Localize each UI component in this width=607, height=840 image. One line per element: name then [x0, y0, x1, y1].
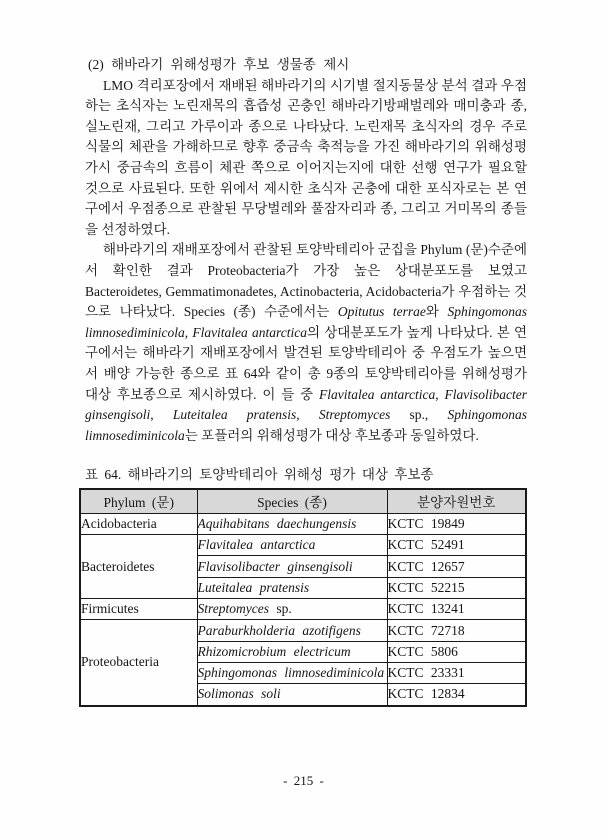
species-name-text: Flavitalea antarctica	[197, 537, 316, 553]
species-cell	[197, 684, 387, 706]
text-line	[85, 282, 527, 303]
phylum-cell: Proteobacteria	[80, 620, 197, 706]
body-text: 의 상대분포도가 높게 나타났다. 본 연	[307, 324, 527, 340]
table-row	[80, 620, 526, 641]
resource-number-cell: KCTC 52215	[387, 577, 526, 598]
body-text: 식물의 체관을 가해하므로 향후 중금속 축적능을 가진 해바라기의 위해성평	[85, 139, 527, 155]
body-text: 가시 중금속의 흐름이 체관 쪽으로 이어지는지에 대한 선행 연구가 필요할	[85, 159, 527, 175]
species-name-text: Flavisolibacter ginsengisoli	[197, 558, 353, 574]
species-name-text: Flavitalea antarctica	[318, 386, 436, 402]
col-header-species: Species (종)	[197, 489, 387, 514]
text-line	[85, 158, 527, 179]
resource-number-cell: KCTC 12657	[387, 556, 526, 577]
text-line	[85, 220, 527, 241]
species-name-text: ginsengisoli	[85, 407, 151, 423]
table-header-row	[80, 489, 526, 514]
text-line	[85, 302, 527, 323]
text-line	[85, 364, 527, 385]
candidate-species-table	[79, 488, 527, 707]
text-line	[85, 426, 527, 447]
paragraph	[85, 240, 527, 446]
body-text: 서 배양 가능한 종으로 표 64와 같이 총 9종의 토양박테리아를 위해성평가	[85, 365, 527, 381]
text-line	[85, 117, 527, 138]
body-text: 서 확인한 결과 Proteobacteria가 가장 높은 상대분포도를 보였고	[85, 262, 527, 278]
body-paragraphs	[85, 76, 527, 447]
text-line	[85, 96, 527, 117]
resource-number-cell: KCTC 52491	[387, 535, 526, 556]
species-name-text: Rhizomicrobium electricum	[197, 643, 351, 659]
species-name-text: Flavisolibacter	[444, 386, 527, 402]
page-content	[81, 55, 528, 707]
page-number: - 215 -	[283, 773, 324, 788]
resource-number-cell: KCTC 12834	[387, 684, 526, 706]
candidate-table-body	[80, 513, 526, 705]
body-text: 을 선정하였다.	[85, 221, 170, 237]
col-header-resource-number: 분양자원번호	[387, 489, 526, 514]
col-header-phylum: Phylum (문)	[80, 489, 197, 514]
species-name-text: Paraburkholderia azotifigens	[197, 622, 361, 638]
text-line	[85, 240, 527, 261]
body-text: 하는 초식자는 노린재목의 흡즙성 곤충인 해바라기방패벌레와 매미충과 종,	[85, 98, 527, 114]
body-text: ,	[150, 407, 173, 423]
species-cell	[197, 513, 387, 534]
section-heading: (2) 해바라기 위해성평가 후보 생물종 제시	[88, 57, 350, 72]
body-text: 는 포플러의 위해성평가 대상 후보종과 동일하였다.	[184, 427, 479, 443]
body-text: 실노린재, 그리고 가루이과 종으로 나타났다. 노린재목 초식자의 경우 주로	[85, 118, 527, 134]
text-line	[85, 385, 527, 406]
body-text: Bacteroidetes, Gemmatimonadetes, Actinobacteria, Acidobacteria가 우점하는 것	[85, 283, 527, 299]
species-name-text: Sphingomonas	[447, 407, 528, 423]
body-text: 해바라기의 재배포장에서 관찰된 토양박테리아 군집을 Phylum (문)수준에	[103, 242, 527, 258]
body-text: 으로 나타났다. Species (종) 수준에서는	[85, 304, 338, 320]
body-text: sp.,	[390, 407, 448, 423]
species-cell	[197, 599, 387, 620]
species-cell	[197, 662, 387, 683]
species-suffix-text: sp.	[268, 601, 292, 617]
body-text: 구에서는 해바라기 재배포장에서 발견된 토양박테리아 중 우점도가 높으면	[85, 345, 527, 361]
species-name-text: limnosediminicola, Flavitalea antarctica	[85, 324, 307, 340]
text-line	[85, 137, 527, 158]
species-name-text: Aquihabitans daechungensis	[197, 516, 357, 532]
body-text: 것으로 사료된다. 또한 위에서 제시한 초식자 곤충에 대한 포식자로는 본 연	[85, 180, 527, 196]
resource-number-cell: KCTC 19849	[387, 513, 526, 534]
phylum-cell: Bacteroidetes	[80, 535, 197, 599]
text-line	[85, 76, 527, 97]
text-line	[85, 343, 527, 364]
body-text: LMO 격리포장에서 재배된 해바라기의 시기별 절지동물상 분석 결과 우점	[103, 77, 527, 93]
body-text: ,	[435, 386, 445, 402]
body-text: ,	[296, 407, 319, 423]
text-line	[85, 405, 527, 426]
species-name-text: Sphingomonas	[447, 304, 527, 320]
species-name-text: Streptomyces	[197, 601, 269, 617]
resource-number-cell: KCTC 5806	[387, 641, 526, 662]
text-line	[85, 261, 527, 282]
paragraph	[85, 76, 527, 241]
species-name-text: Luteitalea pratensis	[172, 407, 297, 423]
species-cell	[197, 577, 387, 598]
table-row	[80, 513, 526, 534]
resource-number-cell: KCTC 72718	[387, 620, 526, 641]
species-name-text: limnosediminicola	[85, 427, 185, 443]
text-line	[85, 199, 527, 220]
table-row	[80, 599, 526, 620]
species-cell	[197, 535, 387, 556]
species-cell	[197, 641, 387, 662]
phylum-cell: Firmicutes	[80, 599, 197, 620]
species-name-text: Luteitalea pratensis	[197, 579, 310, 595]
body-text: 구에서 우점종으로 관찰된 무당벌레와 풀잠자리과 종, 그리고 거미목의 종들	[85, 201, 527, 217]
species-name-text: Solimonas soli	[197, 686, 281, 702]
body-text: 와	[425, 304, 448, 320]
species-name-text: Opitutus terrae	[337, 304, 426, 320]
resource-number-cell: KCTC 23331	[387, 662, 526, 683]
text-line	[85, 179, 527, 200]
species-cell	[197, 556, 387, 577]
phylum-cell: Acidobacteria	[80, 513, 197, 534]
species-cell	[197, 620, 387, 641]
table-row	[80, 535, 526, 556]
species-name-text: Sphingomonas limnosediminicola	[197, 665, 385, 681]
species-name-text: Streptomyces	[318, 407, 391, 423]
resource-number-cell: KCTC 13241	[387, 599, 526, 620]
body-text: 대상 후보종으로 제시하였다. 이 들 중	[85, 386, 319, 402]
text-line	[85, 323, 527, 344]
table-caption: 표 64. 해바라기의 토양박테리아 위해성 평가 대상 후보종	[85, 467, 434, 483]
